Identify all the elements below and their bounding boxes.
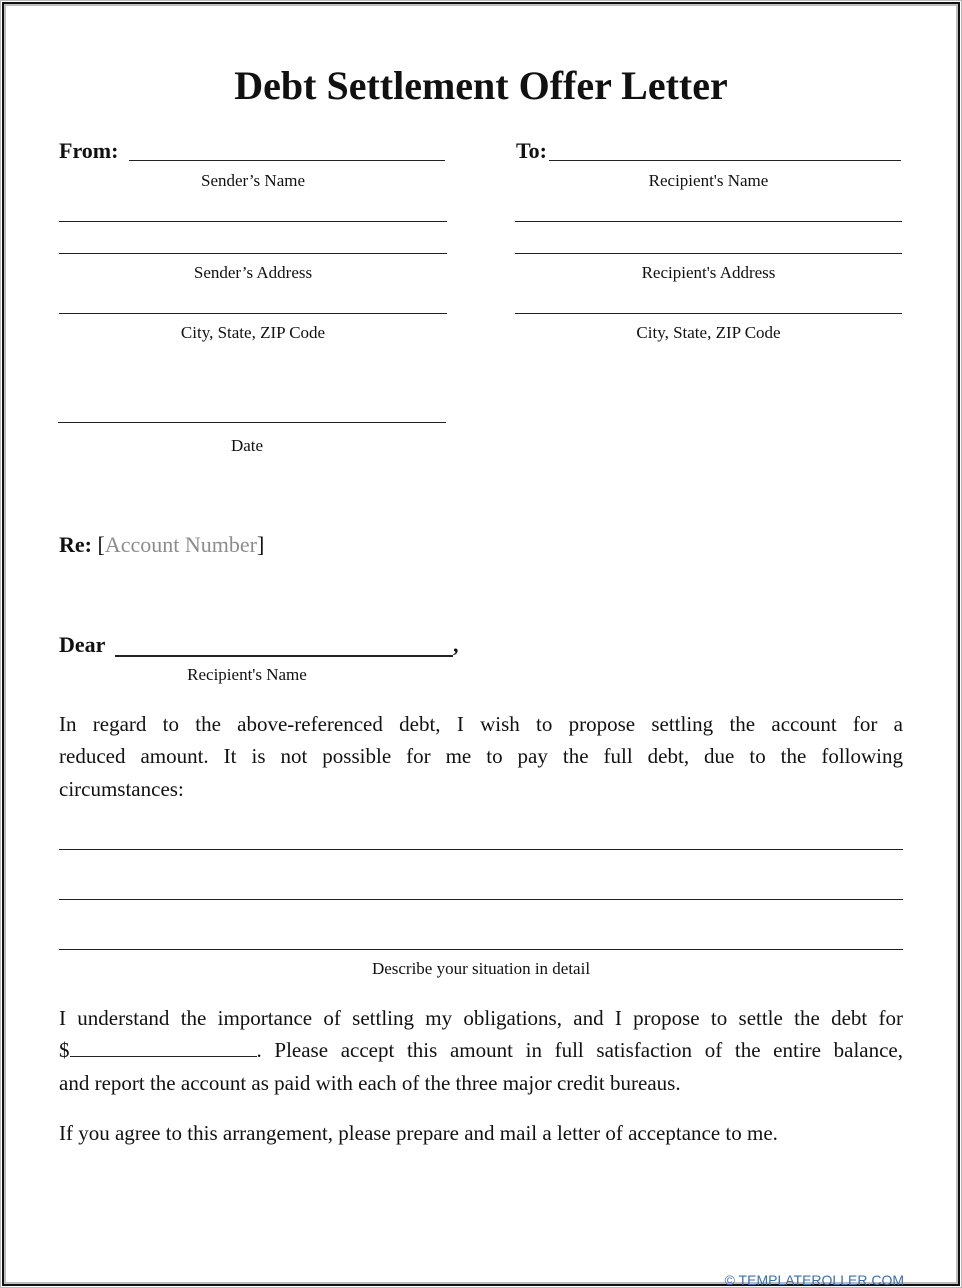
sender-city-field[interactable]	[59, 313, 447, 314]
situation-caption: Describe your situation in detail	[371, 959, 591, 978]
recipient-name-caption: Recipient's Name	[648, 171, 769, 190]
currency-symbol: $	[59, 1038, 70, 1062]
paragraph-3: If you agree to this arrangement, please prepare and mail a letter of acceptance to me.	[59, 1121, 778, 1145]
dear-comma: ,	[453, 632, 459, 657]
paragraph-1-line-2: reduced amount. It is not possible for me to pay the full debt, due to the following	[59, 744, 903, 768]
situation-field-3[interactable]	[59, 949, 903, 950]
paragraph-2-line-3: and report the account as paid with each of the three major credit bureaus.	[59, 1071, 681, 1095]
recipient-city-field[interactable]	[515, 313, 902, 314]
settlement-amount-field[interactable]	[70, 1036, 257, 1057]
recipient-name-field[interactable]	[549, 160, 901, 161]
document-title: Debt Settlement Offer Letter	[234, 63, 728, 108]
paragraph-2-line-2-text: . Please accept this amount in full satisfaction of the entire balance,	[256, 1038, 903, 1062]
date-caption: Date	[230, 436, 264, 455]
date-field[interactable]	[58, 422, 446, 423]
paragraph-2-line-2	[59, 1034, 903, 1067]
situation-field-2[interactable]	[59, 899, 903, 900]
sender-name-field[interactable]	[129, 160, 445, 161]
account-number-placeholder[interactable]: Account Number	[104, 532, 257, 557]
sender-address-field-2[interactable]	[59, 253, 447, 254]
templateroller-footer-link[interactable]: © TEMPLATEROLLER.COM	[724, 1272, 904, 1288]
recipient-city-caption: City, State, ZIP Code	[636, 323, 781, 342]
recipient-address-field-1[interactable]	[515, 221, 902, 222]
paragraph-1-line-3: circumstances:	[59, 777, 184, 801]
from-label: From:	[59, 138, 119, 163]
re-bracket-close: ]	[256, 532, 265, 557]
sender-name-caption: Sender’s Name	[200, 171, 306, 190]
dear-caption: Recipient's Name	[187, 665, 307, 684]
recipient-address-caption: Recipient's Address	[641, 263, 776, 282]
sender-address-caption: Sender’s Address	[193, 263, 313, 282]
dear-label: Dear	[59, 632, 106, 657]
re-bracket-open: [	[97, 532, 105, 557]
re-line	[59, 531, 264, 559]
re-label: Re:	[59, 532, 92, 557]
paragraph-2-line-1: I understand the importance of settling my obligations, and I propose to settle the debt for	[59, 1006, 903, 1030]
sender-address-field-1[interactable]	[59, 221, 447, 222]
paragraph-1-line-1: In regard to the above-referenced debt, I wish to propose settling the account for a	[59, 712, 903, 736]
recipient-address-field-2[interactable]	[515, 253, 902, 254]
dear-recipient-field[interactable]	[115, 655, 453, 657]
sender-city-caption: City, State, ZIP Code	[180, 323, 326, 342]
situation-field-1[interactable]	[59, 849, 903, 850]
to-label: To:	[516, 138, 547, 163]
